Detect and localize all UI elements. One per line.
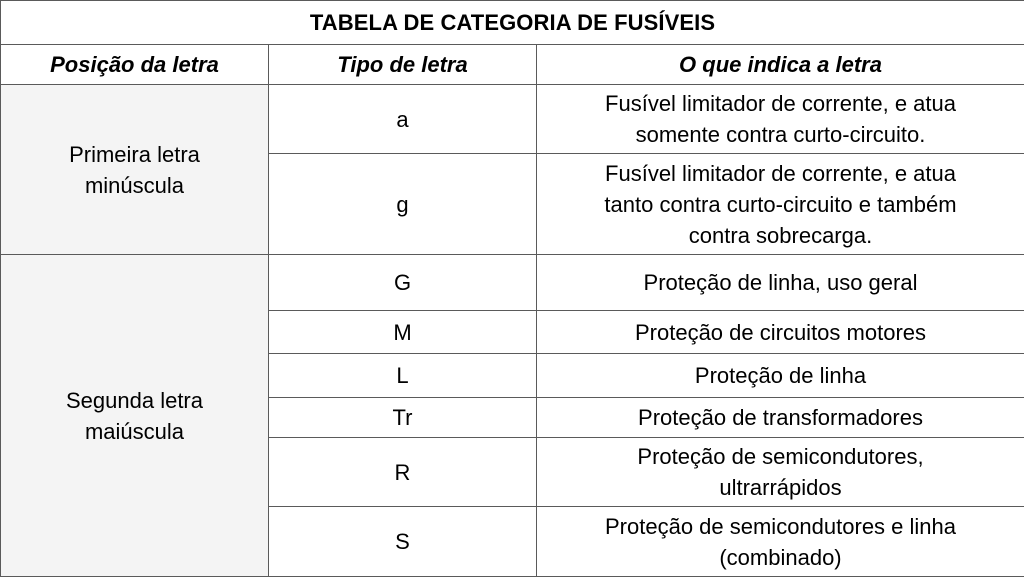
meaning-cell (537, 85, 1024, 154)
meaning-cell (537, 398, 1024, 438)
meaning-line: Proteção de linha (543, 360, 1018, 391)
meaning-cell (537, 255, 1024, 311)
meaning-line: (combinado) (543, 542, 1018, 573)
table-row (1, 85, 1024, 154)
meaning-cell (537, 438, 1024, 507)
meaning-line: Proteção de semicondutores e linha (543, 511, 1018, 542)
meaning-line: somente contra curto-circuito. (543, 119, 1018, 150)
meaning-cell (537, 507, 1024, 577)
meaning-line: Proteção de circuitos motores (543, 317, 1018, 348)
letter-cell: S (269, 507, 537, 577)
letter-cell: G (269, 255, 537, 311)
meaning-line: Proteção de semicondutores, (543, 441, 1018, 472)
position-first-line2: minúscula (7, 170, 262, 201)
letter-cell: L (269, 354, 537, 398)
letter-cell: M (269, 311, 537, 354)
position-second-line2: maiúscula (7, 416, 262, 447)
letter-cell: a (269, 85, 537, 154)
position-second-line1: Segunda letra (7, 385, 262, 416)
meaning-line: tanto contra curto-circuito e também (543, 189, 1018, 220)
header-letter-type: Tipo de letra (269, 45, 537, 85)
position-first-line1: Primeira letra (7, 139, 262, 170)
meaning-cell (537, 311, 1024, 354)
table-title: TABELA DE CATEGORIA DE FUSÍVEIS (1, 1, 1024, 45)
table-row (1, 255, 1024, 311)
letter-cell: g (269, 154, 537, 255)
meaning-line: Proteção de transformadores (543, 402, 1018, 433)
position-cell-second (1, 255, 269, 577)
header-position: Posição da letra (1, 45, 269, 85)
meaning-line: Proteção de linha, uso geral (543, 267, 1018, 298)
meaning-cell (537, 354, 1024, 398)
meaning-cell (537, 154, 1024, 255)
letter-cell: R (269, 438, 537, 507)
position-cell-first (1, 85, 269, 255)
meaning-line: Fusível limitador de corrente, e atua (543, 88, 1018, 119)
meaning-line: ultrarrápidos (543, 472, 1018, 503)
header-meaning: O que indica a letra (537, 45, 1024, 85)
meaning-line: contra sobrecarga. (543, 220, 1018, 251)
meaning-line: Fusível limitador de corrente, e atua (543, 158, 1018, 189)
letter-cell: Tr (269, 398, 537, 438)
